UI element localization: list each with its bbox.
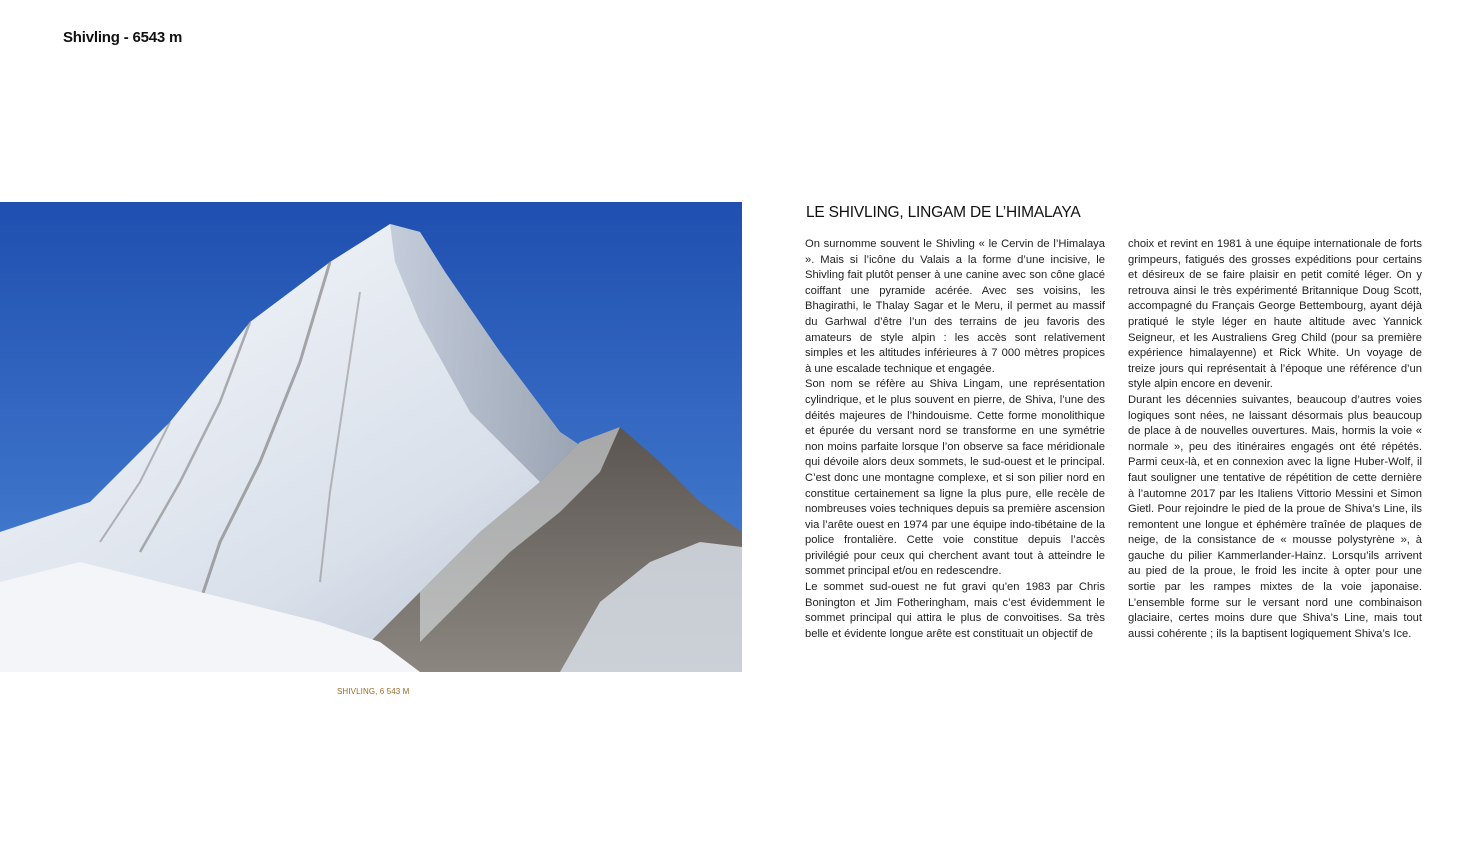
running-head: Shivling - 6543 m xyxy=(63,29,183,46)
text-column-left xyxy=(805,237,1105,642)
article-title: LE SHIVLING, LINGAM DE L’HIMALAYA xyxy=(806,204,1081,221)
photo-caption: SHIVLING, 6 543 M xyxy=(337,687,410,696)
mountain-illustration xyxy=(0,202,742,672)
paragraph: Le sommet sud-ouest ne fut gravi qu’en 1983 par Chris Bonington et Jim Fotheringham, mais c’est évidemment le sommet principal qui attira le plus de convoitises. Sa très belle et évidente longue arête est constituait un objectif de xyxy=(805,581,1105,640)
paragraph: Son nom se réfère au Shiva Lingam, une représentation cylindrique, et le plus souvent en pierre, de Shiva, l’une des déités majeures de l’hindouisme. Cette forme monolithique et épurée du versant nord se transforme en une symétrie non moins parfaite lorsque l’on observe sa face méridionale qui dévoile alors deux sommets, le sud-ouest et le principal. C’est donc une montagne complexe, et si son pilier nord en constitue certainement sa ligne la plus pure, elle recèle de nombreuses voies techniques depuis sa première ascension via l’arête ouest en 1974 par une équipe indo-tibétaine de la police frontalière. Cette voie constitue depuis l’accès privilégié pour ceux qui cherchent avant tout à atteindre le sommet principal et/ou en redescendre. xyxy=(805,378,1105,578)
paragraph: choix et revint en 1981 à une équipe internationale de forts grimpeurs, fatigués des grosses expéditions pour certains et désireux de se faire plaisir en petit comité léger. On y retrouva ainsi le très expérimenté Britannique Doug Scott, accompagné du Français George Bettembourg, ayant déjà pratiqué le style léger en haute altitude avec Yannick Seigneur, et les Australiens Greg Child (pour sa première expérience himalayenne) et Rick White. Un voyage de treize jours qui représentait à l’époque une référence d’un style alpin encore en devenir. xyxy=(1128,238,1422,391)
paragraph: On surnomme souvent le Shivling « le Cervin de l’Himalaya ». Mais si l’icône du Valais a la forme d’une incisive, le Shivling fait plutôt penser à une canine avec son cône glacé coiffant une pyramide acérée. Avec ses voisins, les Bhagirathi, le Thalay Sagar et le Meru, il permet au massif du Garhwal d’être l’un des terrains de jeu favoris des amateurs de style alpin : les accès sont relativement simples et les altitudes inférieures à 7 000 mètres propices à une escalade technique et engagée. xyxy=(805,238,1105,375)
mountain-photo xyxy=(0,202,742,672)
paragraph: Durant les décennies suivantes, beaucoup d’autres voies logiques sont nées, ne laissant désormais plus beaucoup de place à de nouvelles ouvertures. Mais, hormis la voie « normale », peu des itinéraires engagés ont été répétés. Parmi ceux-là, et en connexion avec la ligne Huber-Wolf, il faut souligner une tentative de répétition de cette dernière à l’automne 2017 par les Italiens Vittorio Messini et Simon Gietl. Pour rejoindre le pied de la proue de Shiva’s Line, ils remontent une longue et éphémère traînée de plaques de neige, de la consistance de « mousse polystyrène », à gauche du pilier Kammerlander-Hainz. Lorsqu’ils arrivent au pied de la proue, le froid les incite à opter pour une sortie par les rampes mixtes de la voie japonaise. L’ensemble forme sur le versant nord une combinaison glaciaire, certes moins dure que Shiva’s Line, mais tout aussi cohérente ; ils la baptisent logiquement Shiva’s Ice. xyxy=(1128,393,1422,640)
text-column-right xyxy=(1128,237,1422,642)
